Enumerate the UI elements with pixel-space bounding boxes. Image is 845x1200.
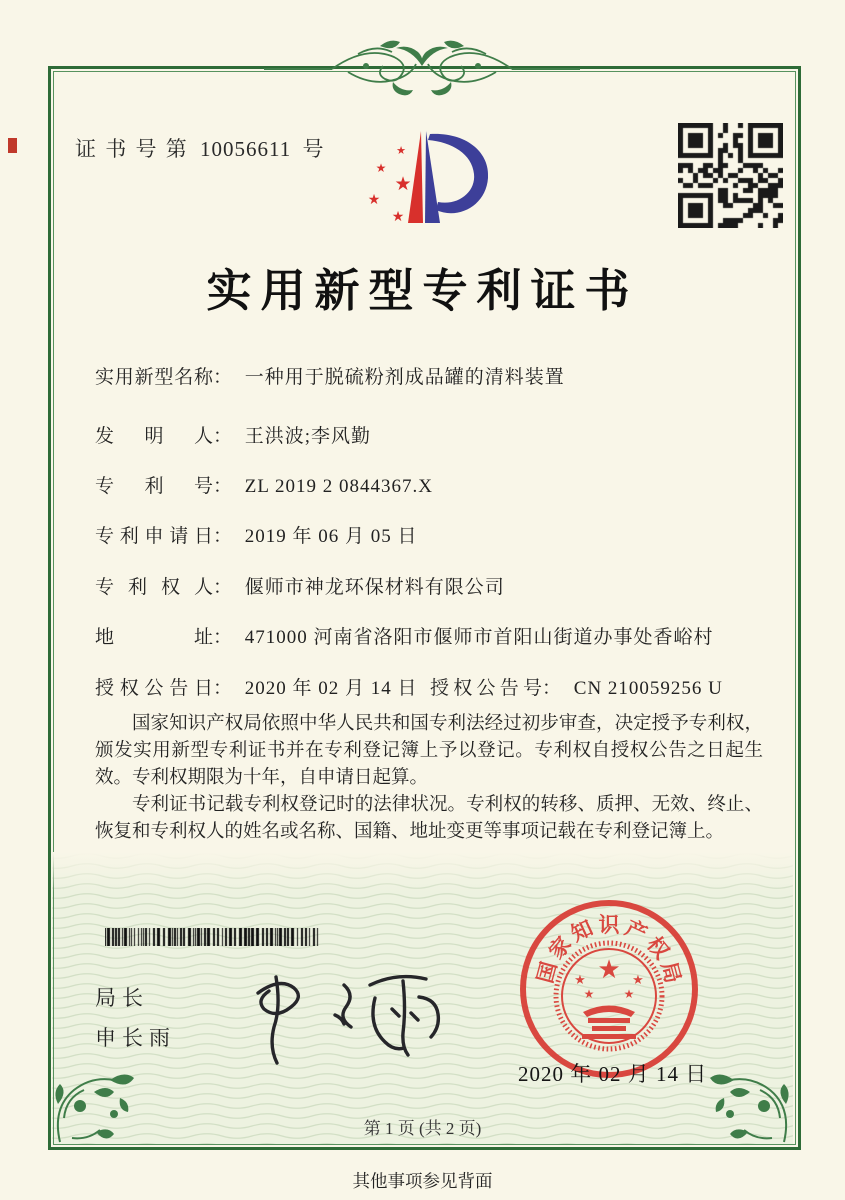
- commissioner-signature: [232, 955, 447, 1067]
- legal-paragraph-1: 国家知识产权局依照中华人民共和国专利法经过初步审查，决定授予专利权，颁发实用新型专利证书并在专利登记簿上予以登记。专利权自授权公告之日起生效。专利权期限为十年，自申请日起算。: [95, 714, 763, 788]
- svg-text:★: ★: [394, 173, 412, 195]
- field-row-patentee: [95, 572, 767, 599]
- field-colon: ：: [213, 577, 233, 598]
- seal-char: 产: [621, 915, 651, 947]
- seal-char: 权: [642, 932, 674, 964]
- field-value-inventors: 王洪波;李风勤: [244, 426, 372, 447]
- top-border-ornament-icon: [262, 36, 582, 102]
- field-row-address: [95, 622, 767, 649]
- field-colon: ：: [542, 678, 562, 699]
- cnipa-logo-icon: [348, 126, 498, 238]
- grant-number-value: CN 210059256 U: [573, 678, 723, 699]
- field-colon: ：: [213, 678, 233, 699]
- grant-number-group: [430, 673, 723, 700]
- field-colon: ：: [213, 627, 233, 648]
- qr-code: [678, 123, 783, 228]
- field-row-patent-number: [95, 471, 767, 498]
- page-edge-red-mark: [8, 138, 17, 153]
- commissioner-name: 申长雨: [95, 1026, 176, 1050]
- certificate-number-value: 10056611: [200, 137, 292, 161]
- official-seal: [516, 896, 702, 1082]
- field-row-filing-date: [95, 521, 767, 548]
- certificate-title: 实用新型专利证书: [206, 266, 639, 316]
- seal-char: 家: [544, 932, 576, 964]
- field-label: 发明人: [95, 426, 213, 447]
- svg-text:★: ★: [583, 987, 595, 1001]
- field-value-address: 471000 河南省洛阳市偃师市首阳山街道办事处香峪村: [244, 627, 714, 648]
- seal-date: 2020 年 02 月 14 日: [518, 1062, 708, 1086]
- field-label: 专利权人: [95, 577, 213, 598]
- field-colon: ：: [213, 367, 233, 388]
- grant-number-label: 授权公告号: [430, 678, 542, 699]
- field-row-inventors: [95, 421, 767, 448]
- certificate-number-suffix: 号: [302, 137, 326, 161]
- field-value-utility-model-name: 一种用于脱硫粉剂成品罐的清料装置: [244, 367, 565, 388]
- certificate-number-line: [75, 133, 325, 163]
- field-label: 地址: [95, 627, 213, 648]
- field-label: 专利号: [95, 476, 213, 497]
- svg-text:★: ★: [623, 987, 635, 1001]
- field-label: 专利申请日: [95, 526, 213, 547]
- grant-date-value: 2020 年 02 月 14 日: [244, 678, 418, 699]
- field-colon: ：: [213, 426, 233, 447]
- seal-char: 知: [567, 915, 597, 947]
- svg-text:★: ★: [396, 144, 406, 157]
- seal-char: 识: [598, 913, 620, 937]
- field-colon: ：: [213, 526, 233, 547]
- field-row-grant: [95, 673, 767, 700]
- svg-text:★: ★: [597, 955, 621, 985]
- field-colon: ：: [213, 476, 233, 497]
- back-note: 其他事项参见背面: [352, 1171, 493, 1191]
- barcode: [105, 928, 320, 946]
- svg-text:★: ★: [391, 209, 405, 225]
- page-number: 第 1 页 (共 2 页): [363, 1119, 482, 1138]
- legal-paragraph-2: 专利证书记载专利权登记时的法律状况。专利权的转移、质押、无效、终止、恢复和专利权人的姓名或名称、国籍、地址变更等事项记载在专利登记簿上。: [95, 795, 763, 842]
- seal-char: 局: [656, 959, 686, 986]
- svg-text:★: ★: [632, 973, 644, 988]
- grant-date-label: 授权公告日: [95, 678, 213, 699]
- svg-text:★: ★: [375, 161, 387, 175]
- field-value-patentee: 偃师市神龙环保材料有限公司: [244, 577, 505, 598]
- seal-char: 国: [532, 959, 562, 986]
- certificate-number-prefix: 证 书 号 第: [75, 137, 189, 161]
- field-value-patent-number: ZL 2019 2 0844367.X: [244, 476, 433, 497]
- field-row-utility-model-name: [95, 362, 767, 389]
- svg-text:★: ★: [367, 192, 381, 208]
- field-value-filing-date: 2019 年 06 月 05 日: [244, 526, 418, 547]
- national-emblem-icon: [556, 943, 662, 1049]
- field-label: 实用新型名称: [95, 367, 213, 388]
- svg-text:★: ★: [574, 973, 586, 988]
- commissioner-title: 局长: [95, 986, 149, 1010]
- legal-body-text: [95, 711, 763, 846]
